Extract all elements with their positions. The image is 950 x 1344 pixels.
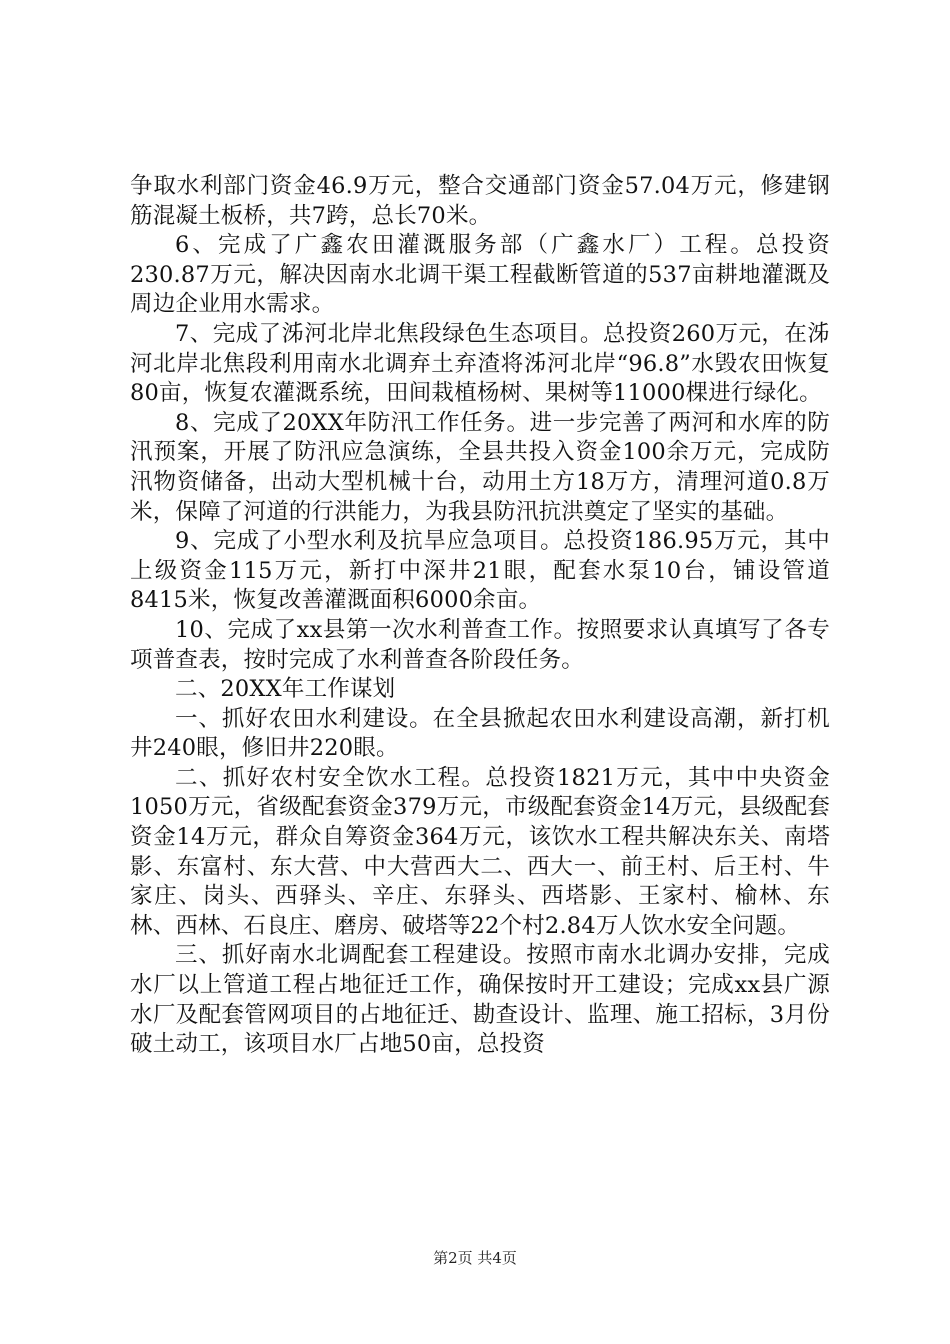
paragraph-item-8: 8、完成了20XX年防汛工作任务。进一步完善了两河和水库的防汛预案，开展了防汛应急演练，全县共投入资金100余万元，完成防汛物资储备，出动大型机械十台，动用土方18万方，清理河道0.8万米，保障了河道的行洪能力，为我县防汛抗洪奠定了坚实的基础。 [130,409,830,525]
plan-item-1: 一、抓好农田水利建设。在全县掀起农田水利建设高潮，新打机井240眼，修旧井220眼。 [130,705,830,762]
page-footer: 第2页 共4页 [433,1249,517,1267]
plan-item-3: 三、抓好南水北调配套工程建设。按照市南水北调办安排，完成水厂以上管道工程占地征迁工作，确保按时开工建设；完成xx县广源水厂及配套管网项目的占地征迁、勘查设计、监理、施工招标，3月份破土动工，该项目水厂占地50亩，总投资 [130,942,830,1058]
plan-item-2: 二、抓好农村安全饮水工程。总投资1821万元，其中中央资金1050万元，省级配套资金379万元，市级配套资金14万元，县级配套资金14万元，群众自筹资金364万元，该饮水工程共解决东关、南塔影、东富村、东大营、中大营西大二、西大一、前王村、后王村、牛家庄、岗头、西驿头、辛庄、东驿头、西塔影、王家村、榆林、东林、西林、石良庄、磨房、破塔等22个村2.84万人饮水安全问题。 [130,764,830,939]
paragraph-item-7: 7、完成了泲河北岸北焦段绿色生态项目。总投资260万元，在泲河北岸北焦段利用南水北调弃土弃渣将泲河北岸“96.8”水毁农田恢复80亩，恢复农灌溉系统，田间栽植杨树、果树等11000棵进行绿化。 [130,320,830,407]
section-heading: 二、20XX年工作谋划 [175,676,396,703]
paragraph-item-9: 9、完成了小型水利及抗旱应急项目。总投资186.95万元，其中上级资金115万元，新打中深井21眼，配套水泵10台，铺设管道8415米，恢复改善灌溉面积6000余亩。 [130,528,830,614]
paragraph-item-10: 10、完成了xx县第一次水利普查工作。按照要求认真填写了各专项普查表，按时完成了水利普查各阶段任务。 [130,616,830,673]
document-body [130,172,830,1060]
paragraph-item-6: 6、完成了广鑫农田灌溉服务部（广鑫水厂）工程。总投资230.87万元，解决因南水北调干渠工程截断管道的537亩耕地灌溉及周边企业用水需求。 [130,232,830,318]
paragraph-continuation: 争取水利部门资金46.9万元，整合交通部门资金57.04万元，修建钢筋混凝土板桥，共7跨，总长70米。 [130,173,830,229]
